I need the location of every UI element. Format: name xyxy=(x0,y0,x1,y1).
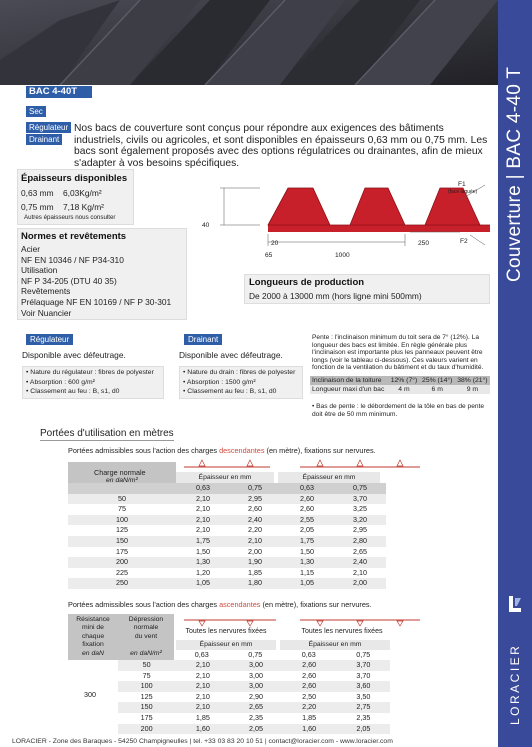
table-row xyxy=(68,494,386,505)
table-row xyxy=(118,702,390,713)
caption-text: (en mètre), fixations sur nervures. xyxy=(260,600,372,609)
table-cell: 2,60 xyxy=(302,681,317,691)
regulateur-available: Disponible avec défeutrage. xyxy=(22,350,126,360)
t2-resist-line: mini de xyxy=(82,624,104,632)
table-cell: 2,60 xyxy=(300,493,314,503)
table-cell: 3,25 xyxy=(353,504,367,514)
table-cell: 1,15 xyxy=(300,567,314,577)
table-row xyxy=(68,525,386,536)
table-cell: 2,00 xyxy=(248,546,262,556)
pente-table xyxy=(310,376,490,394)
normes-line: Utilisation xyxy=(21,265,58,276)
table-cell: 2,75 xyxy=(356,702,371,712)
table-cell: 50 xyxy=(118,493,126,503)
t1-charge-label: Charge normale xyxy=(94,468,146,477)
profile-dim-20: 20 xyxy=(271,240,279,247)
pente-note: • Bas de pente : le débordement de la tôle en bas de pente doit être de 50 mm minimum. xyxy=(312,403,485,418)
table-cell: 1,85 xyxy=(195,712,210,722)
t1-ep-cell: 0,75 xyxy=(353,483,367,492)
profile-f1-sub: (face laquée) xyxy=(448,189,478,195)
table-cell: 2,40 xyxy=(248,514,262,524)
table-cell: 2,10 xyxy=(195,702,210,712)
sidebar-title: Couverture | BAC 4-40 T xyxy=(504,66,525,282)
normes-box xyxy=(17,228,187,320)
t1-ep-label: Épaisseur en mm xyxy=(176,472,274,483)
table-row xyxy=(68,578,386,589)
regulateur-list: • Nature du régulateur : fibres de polyester • Absorption : 600 g/m² • Classement au feu : B, s1, d0 xyxy=(26,369,154,395)
t1-charge-unit: en daN/m² xyxy=(106,477,138,484)
table-cell: 2,50 xyxy=(302,691,317,701)
table-cell: 1,75 xyxy=(300,535,314,545)
caption-text: Portées admissibles sous l'action des charges xyxy=(68,446,220,455)
table-cell: 2,40 xyxy=(353,557,367,567)
table-cell: 2,00 xyxy=(353,578,367,588)
pente-header-cell: 38% (21°) xyxy=(457,377,488,384)
t1-ep-label: Épaisseur en mm xyxy=(278,472,380,483)
normes-line: Prélaquage NF EN 10169 / NF P 30-301 xyxy=(21,296,172,307)
caption-text: Portées admissibles sous l'action des charges xyxy=(68,600,220,609)
pente-cell: Longueur maxi d'un bac xyxy=(312,386,385,393)
normes-line: Acier xyxy=(21,244,41,254)
table-cell: 2,10 xyxy=(195,670,210,680)
normes-line: Voir Nuancier xyxy=(21,307,72,318)
table-cell: 1,90 xyxy=(248,557,262,567)
regulateur-item: Absorption : 600 g/m² xyxy=(29,378,95,386)
t2-group-label: Toutes les nervures fixées xyxy=(185,628,267,635)
table-cell: 2,35 xyxy=(249,712,264,722)
caption-accent: ascendantes xyxy=(219,600,261,609)
drainant-tag: Drainant xyxy=(184,334,222,345)
table-cell: 2,10 xyxy=(353,567,367,577)
drainant-item: Nature du drain : fibres de polyester xyxy=(187,369,296,376)
variant-tag-drainant: Drainant xyxy=(26,134,62,145)
t2-resist-line: chaque xyxy=(81,632,105,640)
regulateur-item: Classement au feu : B, s1, d0 xyxy=(30,388,120,395)
table-cell: 200 xyxy=(140,723,153,733)
thickness-note: Autres épaisseurs nous consulter xyxy=(24,214,116,221)
table-cell: 75 xyxy=(118,504,126,514)
regulateur-item: Nature du régulateur : fibres de polyester xyxy=(30,369,154,376)
normes-line: Revêtements xyxy=(21,286,71,297)
pente-cell: 4 m xyxy=(398,386,410,393)
sidebar-brand: LORACIER xyxy=(508,643,522,725)
t2-depress-line: Dépression xyxy=(128,616,164,623)
table-cell: 3,00 xyxy=(249,681,264,691)
drainant-item: Absorption : 1500 g/m² xyxy=(186,378,256,386)
table-cell: 175 xyxy=(116,546,128,556)
table-row xyxy=(118,671,390,682)
variant-tag-sec: Sec xyxy=(26,106,46,117)
t2-ep-cell: 0,63 xyxy=(194,650,209,659)
t2-resist-line: fixation xyxy=(82,641,104,649)
drainant-box xyxy=(179,366,303,399)
table-cell: 2,60 xyxy=(302,660,317,669)
table-cell: 2,35 xyxy=(356,712,371,722)
table-cell: 1,85 xyxy=(302,712,317,722)
pente-cell: 9 m xyxy=(466,386,479,393)
table-cell: 125 xyxy=(116,525,128,535)
table-cell: 1,50 xyxy=(300,546,314,556)
pente-table-header xyxy=(310,376,490,385)
t2-group-label: Toutes les nervures fixées xyxy=(301,628,383,635)
table-cell: 3,60 xyxy=(356,681,371,691)
t1-ep-cell: 0,63 xyxy=(196,483,210,492)
table-row xyxy=(68,547,386,558)
table-row xyxy=(68,536,386,547)
table-cell: 1,60 xyxy=(302,723,317,733)
normes-list xyxy=(21,244,171,318)
table-cell: 2,10 xyxy=(196,504,210,514)
table-cell: 1,30 xyxy=(300,557,314,567)
thickness-value: 0,63 mm xyxy=(21,188,54,198)
table-row xyxy=(118,692,390,703)
table-cell: 75 xyxy=(142,670,151,680)
profile-f2: F2 xyxy=(460,238,468,245)
table-cell: 125 xyxy=(140,691,153,701)
thickness-row xyxy=(21,202,104,213)
pente-header-cell: 12% (7°) xyxy=(390,377,418,384)
thickness-title: Épaisseurs disponibles xyxy=(21,173,128,184)
table-cell: 250 xyxy=(116,578,128,588)
thickness-box xyxy=(17,169,134,225)
t2-resist-value: 300 xyxy=(84,690,96,699)
table-cell: 3,50 xyxy=(356,691,371,701)
table-cell: 1,85 xyxy=(248,567,262,577)
table-row xyxy=(118,724,390,735)
caption-accent: descendantes xyxy=(219,446,265,455)
table-cell: 1,05 xyxy=(300,578,314,588)
t2-depress-line: du vent xyxy=(134,632,158,640)
table-cell: 200 xyxy=(116,557,128,567)
thickness-value: 0,75 mm xyxy=(21,202,54,212)
pente-header-cell: 25% (14°) xyxy=(422,377,453,384)
table-cell: 225 xyxy=(116,567,128,577)
table-cell: 1,75 xyxy=(196,535,210,545)
table-cell: 2,10 xyxy=(195,691,210,701)
regulateur-box xyxy=(22,366,164,399)
table-cell: 100 xyxy=(140,681,153,691)
table-row xyxy=(68,504,386,515)
table-cell: 2,60 xyxy=(302,670,317,680)
profile-dim-1000: 1000 xyxy=(335,252,350,259)
footer-contact: LORACIER - Zone des Baraques - 54250 Champigneulles | tel. +33 03 83 20 10 51 | contact@loracier.com - www.loracier.com xyxy=(12,738,393,745)
longueurs-box xyxy=(244,274,490,304)
load-diagram-ascendant xyxy=(180,616,480,628)
t1-ep-row xyxy=(68,483,386,494)
table-cell: 3,00 xyxy=(249,670,264,680)
t2-ep-cell: 0,63 xyxy=(301,650,316,659)
table-row xyxy=(68,515,386,526)
caption-ascendantes xyxy=(68,600,372,609)
longueurs-title: Longueurs de production xyxy=(249,277,365,288)
pente-table-row xyxy=(310,385,490,394)
table-cell: 1,60 xyxy=(195,723,210,733)
thickness-weight: 7,18 Kg/m² xyxy=(63,202,104,212)
table-cell: 1,30 xyxy=(196,557,210,567)
t2-resist-line: en daN xyxy=(82,649,104,657)
table-cell: 100 xyxy=(116,514,128,524)
table-cell: 2,80 xyxy=(353,535,367,545)
profile-f1: F1 xyxy=(458,181,466,188)
load-diagram-descendant xyxy=(180,458,480,470)
portees-title: Portées d'utilisation en mètres xyxy=(40,428,174,439)
longueurs-text: De 2000 à 13000 mm (hors ligne mini 500mm) xyxy=(249,291,422,301)
table-cell: 1,05 xyxy=(196,578,210,588)
pente-header-cell: Inclinaison de la toiture xyxy=(312,377,382,384)
table-cell: 2,10 xyxy=(195,681,210,691)
drainant-available: Disponible avec défeutrage. xyxy=(179,350,283,360)
table-cell: 2,60 xyxy=(300,504,314,514)
thickness-row xyxy=(21,188,102,199)
loracier-logo-icon xyxy=(505,594,525,616)
table-cell: 50 xyxy=(142,660,151,669)
table-cell: 2,95 xyxy=(353,525,367,535)
product-tag: BAC 4-40T xyxy=(26,86,92,98)
caption-text: (en mètre), fixations sur nervures. xyxy=(264,446,376,455)
profile-dim-65: 65 xyxy=(265,252,273,259)
table-cell: 2,10 xyxy=(196,514,210,524)
drainant-item: Classement au feu : B, s1, d0 xyxy=(187,388,277,395)
intro-paragraph: Nos bacs de couverture sont conçus pour répondre aux exigences des bâtiments industriels, civils ou agricoles, et sont disponibles en épaisseurs 0,63 mm ou 0,75 mm. Les bacs sont également proposés avec des options régulatrices ou drainantes, afin de mieux s'adapter à vos besoins spécifiques. xyxy=(74,123,488,169)
table-cell: 150 xyxy=(140,702,153,712)
pente-text: Pente : l'inclinaison minimum du toit sera de 7° (12%). La longueur des bacs est limitée. En règle générale plus l'inclinaison est importante plus les panneaux peuvent être longs (voir le tableau ci-dessous). Ces valeurs varient en fonction de la ventilation du bâtiment et du taux d'humidité. xyxy=(312,334,484,372)
t2-ep-label: Épaisseur en mm xyxy=(280,640,390,650)
table-cell: 2,10 xyxy=(248,535,262,545)
t2-ep-label: Épaisseur en mm xyxy=(176,640,276,650)
table-cell: 2,20 xyxy=(248,525,262,535)
table-cell: 1,80 xyxy=(248,578,262,588)
normes-line: NF P 34-205 (DTU 40 35) xyxy=(21,275,117,286)
drainant-list: • Nature du drain : fibres de polyester • Absorption : 1500 g/m² • Classement au feu : B, s1, d0 xyxy=(183,369,296,395)
t2-resist-line: Résistance xyxy=(76,616,110,623)
table-cell: 2,90 xyxy=(249,691,264,701)
t1-body xyxy=(68,494,386,589)
table-cell: 175 xyxy=(140,712,153,722)
table-cell: 2,65 xyxy=(249,702,264,712)
pente-note-text: Bas de pente : le débordement de la tôle en bas de pente doit être de 50 mm minimum. xyxy=(312,403,485,418)
table-cell: 2,20 xyxy=(302,702,317,712)
table-cell: 2,05 xyxy=(300,525,314,535)
table-cell: 3,70 xyxy=(353,493,367,503)
table-cell: 3,70 xyxy=(356,670,371,680)
regulateur-tag: Régulateur xyxy=(26,334,73,345)
t2-depress-header xyxy=(118,614,174,660)
profile-dim-height: 40 xyxy=(202,222,210,229)
thickness-weight: 6,03Kg/m² xyxy=(63,188,102,198)
normes-title: Normes et revêtements xyxy=(21,231,127,242)
table-cell: 3,00 xyxy=(249,660,264,669)
table-cell: 2,65 xyxy=(353,546,367,556)
hero-roof-photo xyxy=(0,0,532,85)
table-row xyxy=(68,557,386,568)
t2-ep-cell: 0,75 xyxy=(356,650,371,659)
pente-cell: 6 m xyxy=(431,386,443,393)
table-cell: 3,70 xyxy=(356,660,371,669)
table-row xyxy=(118,660,390,671)
table-cell: 1,50 xyxy=(196,546,210,556)
profile-dim-250: 250 xyxy=(418,240,430,247)
caption-descendantes xyxy=(68,446,376,455)
table-cell: 2,10 xyxy=(196,525,210,535)
t2-depress-line: en daN/m² xyxy=(130,649,162,657)
t2-resist-header xyxy=(68,614,118,660)
t1-ep-cell: 0,75 xyxy=(248,483,262,492)
table-cell: 2,10 xyxy=(195,660,210,669)
table-cell: 2,60 xyxy=(248,504,262,514)
table-cell: 1,20 xyxy=(196,567,210,577)
table-cell: 2,55 xyxy=(300,514,314,524)
table-cell: 2,05 xyxy=(356,723,371,733)
variant-tag-regulateur: Régulateur xyxy=(26,122,71,133)
t1-table xyxy=(68,483,386,589)
normes-line: NF EN 10346 / NF P34-310 xyxy=(21,254,124,265)
t2-table xyxy=(118,660,390,734)
t2-ep-table xyxy=(174,650,390,661)
t2-ep-cell: 0,75 xyxy=(248,650,263,659)
table-cell: 2,10 xyxy=(196,493,210,503)
table-row xyxy=(68,568,386,579)
t2-ep-row xyxy=(174,650,390,661)
table-cell: 2,95 xyxy=(248,493,262,503)
table-cell: 150 xyxy=(116,535,128,545)
t2-depress-line: normale xyxy=(133,624,159,632)
table-cell: 3,20 xyxy=(353,514,367,524)
table-row xyxy=(118,713,390,724)
table-row xyxy=(118,681,390,692)
t1-ep-cell: 0,63 xyxy=(300,483,314,492)
t2-body xyxy=(118,660,390,734)
table-cell: 2,05 xyxy=(249,723,264,733)
